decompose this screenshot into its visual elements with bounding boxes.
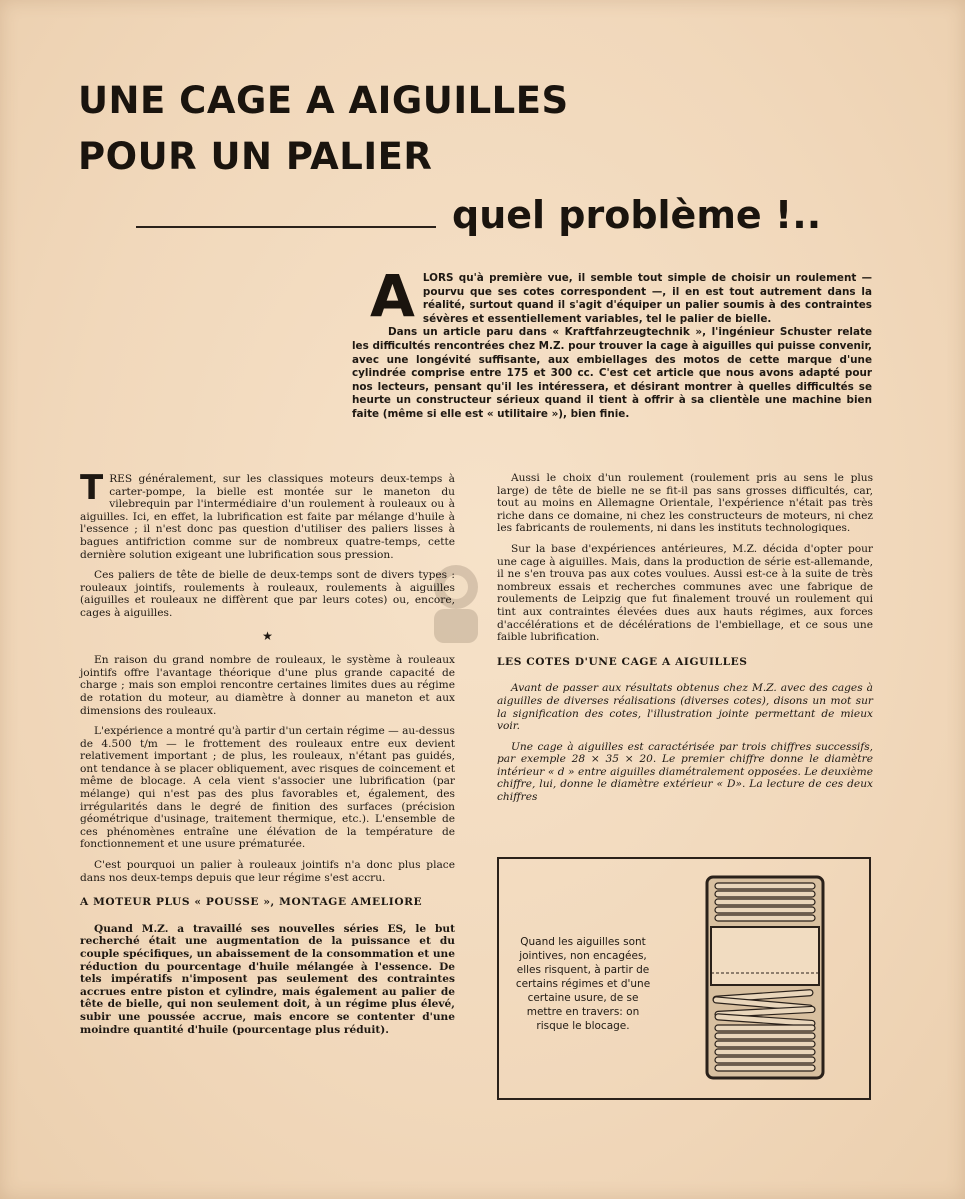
left-paragraph-2: Ces paliers de tête de bielle de deux-temps sont de divers types : rouleaux jointifs, roulements à rouleaux, roulements à aiguilles (aiguilles et rouleaux ne diffèrent que par leurs cotes) ou, encore, cages à aiguilles. xyxy=(80,569,455,619)
left-column xyxy=(80,468,455,1044)
figure-caption: Quand les aiguilles sont jointives, non encagées, elles risquent, à partir de certains régimes et d'une certaine usure, de se mettre en travers: on risque le blocage. xyxy=(515,936,651,1032)
intro-dropcap: A xyxy=(370,262,415,330)
right-paragraph-3: Avant de passer aux résultats obtenus chez M.Z. avec des cages à aiguilles de diverses réalisations (diverses cotes), disons un mot sur la signification des cotes, l'illustration jointe permettant de mieux voir. xyxy=(497,682,873,733)
subtitle: quel problème !.. xyxy=(452,193,822,237)
left-paragraph-5: C'est pourquoi un palier à rouleaux jointifs n'a donc plus place dans nos deux-temps depuis que leur régime s'est accru. xyxy=(80,859,455,884)
intro-block xyxy=(352,262,872,422)
right-paragraph-2: Sur la base d'expériences antérieures, M.Z. décida d'opter pour une cage à aiguilles. Mais, dans la production de série est-allemande, il ne s'en trouva pas aux cotes voulues. Aussi est-ce à la suite de très nombreux essais et recherches communes avec une fabrique de roulements de Leipzig que fut finalement trouvé un roulement qui tint aux contraintes élevées dues aux hauts régimes, aux forces d'accélérations et de décélérations de l'embiellage, et ce sous une faible lubrification. xyxy=(497,542,873,644)
left-paragraph-1-text: RES généralement, sur les classiques moteurs deux-temps à carter-pompe, la bielle est montée sur le maneton du vilebrequin par l'intermédiaire d'un roulement à rouleaux ou à aiguilles. Ici, en effet, la lubrification est faite par mélange d'huile à l'essence ; il n'est donc pas question d'utiliser des paliers lisses à bagues antifriction comme sur de nombreux quatre-temps, cette dernière solution exigeant une lubrification sous pression. xyxy=(80,473,455,561)
left-dropcap: T xyxy=(80,468,104,508)
left-bold-block xyxy=(80,923,455,1036)
left-paragraph-3: En raison du grand nombre de rouleaux, le système à rouleaux jointifs offre l'avantage théorique d'une plus grande capacité de charge ; mais son emploi rencontre certaines limites dues au régime de rotation du moteur, au diamètre à donner au maneton et aux dimensions des rouleaux. xyxy=(80,654,455,717)
right-column xyxy=(497,472,873,812)
intro-paragraph-2: Dans un article paru dans « Kraftfahrzeugtechnik », l'ingénieur Schuster relate les difficultés rencontrées chez M.Z. pour trouver la cage à aiguilles qui puisse convenir, avec une longévité suffisante, aux embiellages des motos de cette marque d'une cylindrée comprise entre 175 et 300 cc. C'est cet article que nous avons adapté pour nos lecteurs, pensant qu'il les intéressera, et désirant montrer à quelles difficultés se heurte un constructeur sérieux quand il tient à offrir à sa clientèle une machine bien faite (même si elle est « utilitaire »), bien finie. xyxy=(352,326,872,420)
title-line-1: UNE CAGE A AIGUILLES xyxy=(78,79,569,122)
left-paragraph-4: L'expérience a montré qu'à partir d'un certain régime — au-dessus de 4.500 t/m — le frottement des rouleaux entre eux devient relativement important ; de plus, les rouleaux, n'étant pas guidés, ont tendance à se placer obliquement, avec risques de coincement et même de blocage. A cela vient s'associer une lubrification (par mélange) qui n'est pas des plus favorables et, également, des irrégularités dans le degré de finition des surfaces (précision géométrique d'usinage, traitement thermique, etc.). L'ensemble de ces phénomènes entraîne une élévation de la température de fonctionnement et une usure prématurée. xyxy=(80,725,455,851)
section-heading-moteur: A MOTEUR PLUS « POUSSE », MONTAGE AMELIORE xyxy=(80,896,423,909)
section-heading-cotes: LES COTES D'UNE CAGE A AIGUILLES xyxy=(497,655,748,668)
left-paragraph-6: Quand M.Z. a travaillé ses nouvelles séries ES, le but recherché était une augmentation de la puissance et du couple spécifiques, un abaissement de la consommation et une réduction du pourcentage d'huile mélangée à l'essence. De tels impératifs n'imposent pas seulement des contraintes accrues entre piston et cylindre, mais également au palier de tête de bielle, qui non seulement doit, à un régime plus élevé, subir une poussée accrue, mais encore se contenter d'une moindre quantité d'huile (pourcentage plus réduit). xyxy=(80,922,455,1036)
right-paragraph-4: Une cage à aiguilles est caractérisée par trois chiffres successifs, par exemple 28 × 35 × 20. Le premier chiffre donne le diamètre intérieur « d » entre aiguilles diamétralement opposées. Le deuxième chiffre, lui, donne le diamètre extérieur « D». La lecture de ces deux chiffres xyxy=(497,740,873,804)
right-paragraph-1: Aussi le choix d'un roulement (roulement pris au sens le plus large) de tête de bielle ne se fit-il pas sans grosses difficultés, car, tout au moins en Allemagne Orientale, l'expérience n'était pas très riche dans ce domaine, ni chez les constructeurs de moteurs, ni chez les fabricants de roulements, ni dans les instituts technologiques. xyxy=(497,472,873,535)
needle-bearing-illustration xyxy=(705,875,825,1080)
figure-box xyxy=(497,857,871,1100)
star-separator: ★ xyxy=(262,628,273,643)
intro-paragraph-1: LORS qu'à première vue, il semble tout simple de choisir un roulement — pourvu que ses cotes correspondent —, il en est tout autrement dans la réalité, surtout quand il s'agit d'équiper un palier soumis à des contraintes sévères et essentiellement variables, tel le palier de bielle. xyxy=(422,272,872,325)
left-paragraph-1 xyxy=(80,468,455,561)
title-line-2: POUR UN PALIER xyxy=(78,135,433,178)
subtitle-rule xyxy=(136,226,436,228)
